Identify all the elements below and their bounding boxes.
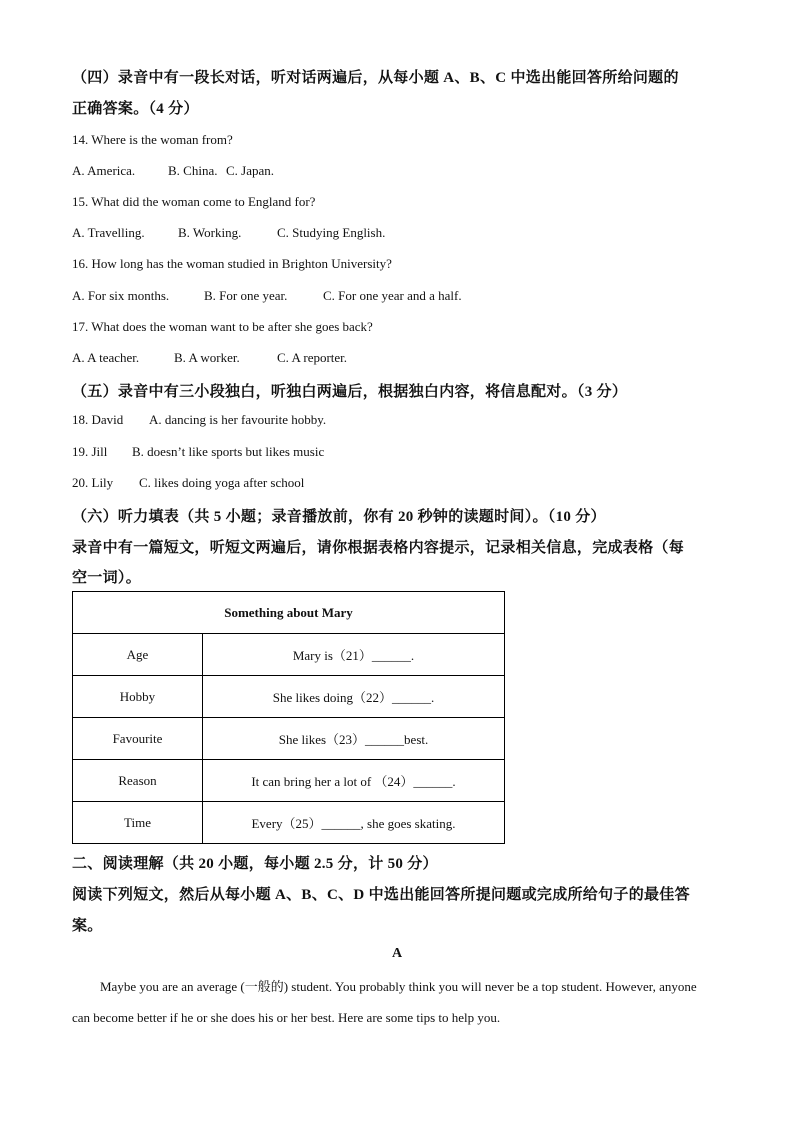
section-6-title: （六）听力填表（共 5 小题；录音播放前，你有 20 秒钟的读题时间）。（10 分） [72, 509, 606, 525]
match-name: 19. Jill [72, 444, 108, 459]
part-2-title: 二、阅读理解（共 20 小题，每小题 2.5 分，计 50 分） [72, 856, 438, 872]
question-17: 17. What does the woman want to be after she goes back? [72, 319, 373, 334]
part-2-instruction-line2: 案。 [72, 918, 103, 934]
table-row [73, 802, 505, 844]
table-header: Something about Mary [73, 592, 505, 634]
question-14-options [72, 163, 274, 179]
table-row [73, 676, 505, 718]
table-row [73, 760, 505, 802]
question-17-options [72, 350, 347, 366]
passage-label: A [391, 946, 403, 961]
match-name: 20. Lily [72, 475, 114, 490]
question-14: 14. Where is the woman from? [72, 132, 233, 147]
question-16: 16. How long has the woman studied in Brighton University? [72, 256, 392, 271]
option-a: A. A teacher. [72, 350, 140, 365]
row-label: Hobby [73, 676, 203, 718]
match-option: B. doesn’t like sports but likes music [132, 444, 325, 459]
option-a: A. America. [72, 163, 136, 178]
row-value: Mary is（21）______. [203, 634, 505, 676]
part-2-instruction-line1: 阅读下列短文，然后从每小题 A、B、C、D 中选出能回答所提问题或完成所给句子的最佳答 [72, 887, 690, 903]
option-c: C. A reporter. [277, 350, 348, 365]
question-15: 15. What did the woman come to England for? [72, 194, 316, 209]
match-item-18 [72, 412, 326, 428]
section-4-title-line2: 正确答案。（4 分） [72, 101, 199, 117]
option-b: B. China. [168, 163, 218, 178]
section-6-instruction-line2: 空一词）。 [72, 570, 142, 586]
section-6-instruction-line1: 录音中有一篇短文，听短文两遍后，请你根据表格内容提示，记录相关信息，完成表格（每 [72, 540, 685, 556]
option-b: B. A worker. [174, 350, 240, 365]
table-header-row [73, 592, 505, 634]
match-option: C. likes doing yoga after school [139, 475, 305, 490]
row-label: Age [73, 634, 203, 676]
table-row [73, 634, 505, 676]
table-row [73, 718, 505, 760]
row-value: She likes（23）______best. [203, 718, 505, 760]
option-c: C. Studying English. [277, 225, 386, 240]
row-label: Reason [73, 760, 203, 802]
match-item-20 [72, 475, 304, 491]
mary-info-table [72, 591, 505, 844]
option-c: C. Japan. [226, 163, 275, 178]
row-value: Every（25）______, she goes skating. [203, 802, 505, 844]
option-c: C. For one year and a half. [323, 288, 462, 303]
match-option: A. dancing is her favourite hobby. [149, 412, 327, 427]
row-label: Time [73, 802, 203, 844]
question-16-options [72, 288, 462, 304]
option-b: B. Working. [178, 225, 242, 240]
row-value: She likes doing（22）______. [203, 676, 505, 718]
match-item-19 [72, 444, 324, 460]
section-5-title: （五）录音中有三小段独白，听独白两遍后，根据独白内容，将信息配对。（3 分） [72, 384, 628, 400]
row-label: Favourite [73, 718, 203, 760]
match-name: 18. David [72, 412, 124, 427]
question-15-options [72, 225, 385, 241]
passage-paragraph: Maybe you are an average (一般的) student. You probably think you will never be a top student. However, anyone can become better if he or she does his or her best. Here are some tips to help you. [72, 979, 697, 1025]
option-a: A. Travelling. [72, 225, 145, 240]
section-4-title-line1: （四）录音中有一段长对话，听对话两遍后，从每小题 A、B、C 中选出能回答所给问题的 [72, 70, 679, 86]
option-a: A. For six months. [72, 288, 170, 303]
option-b: B. For one year. [204, 288, 288, 303]
row-value: It can bring her a lot of （24）______. [203, 760, 505, 802]
